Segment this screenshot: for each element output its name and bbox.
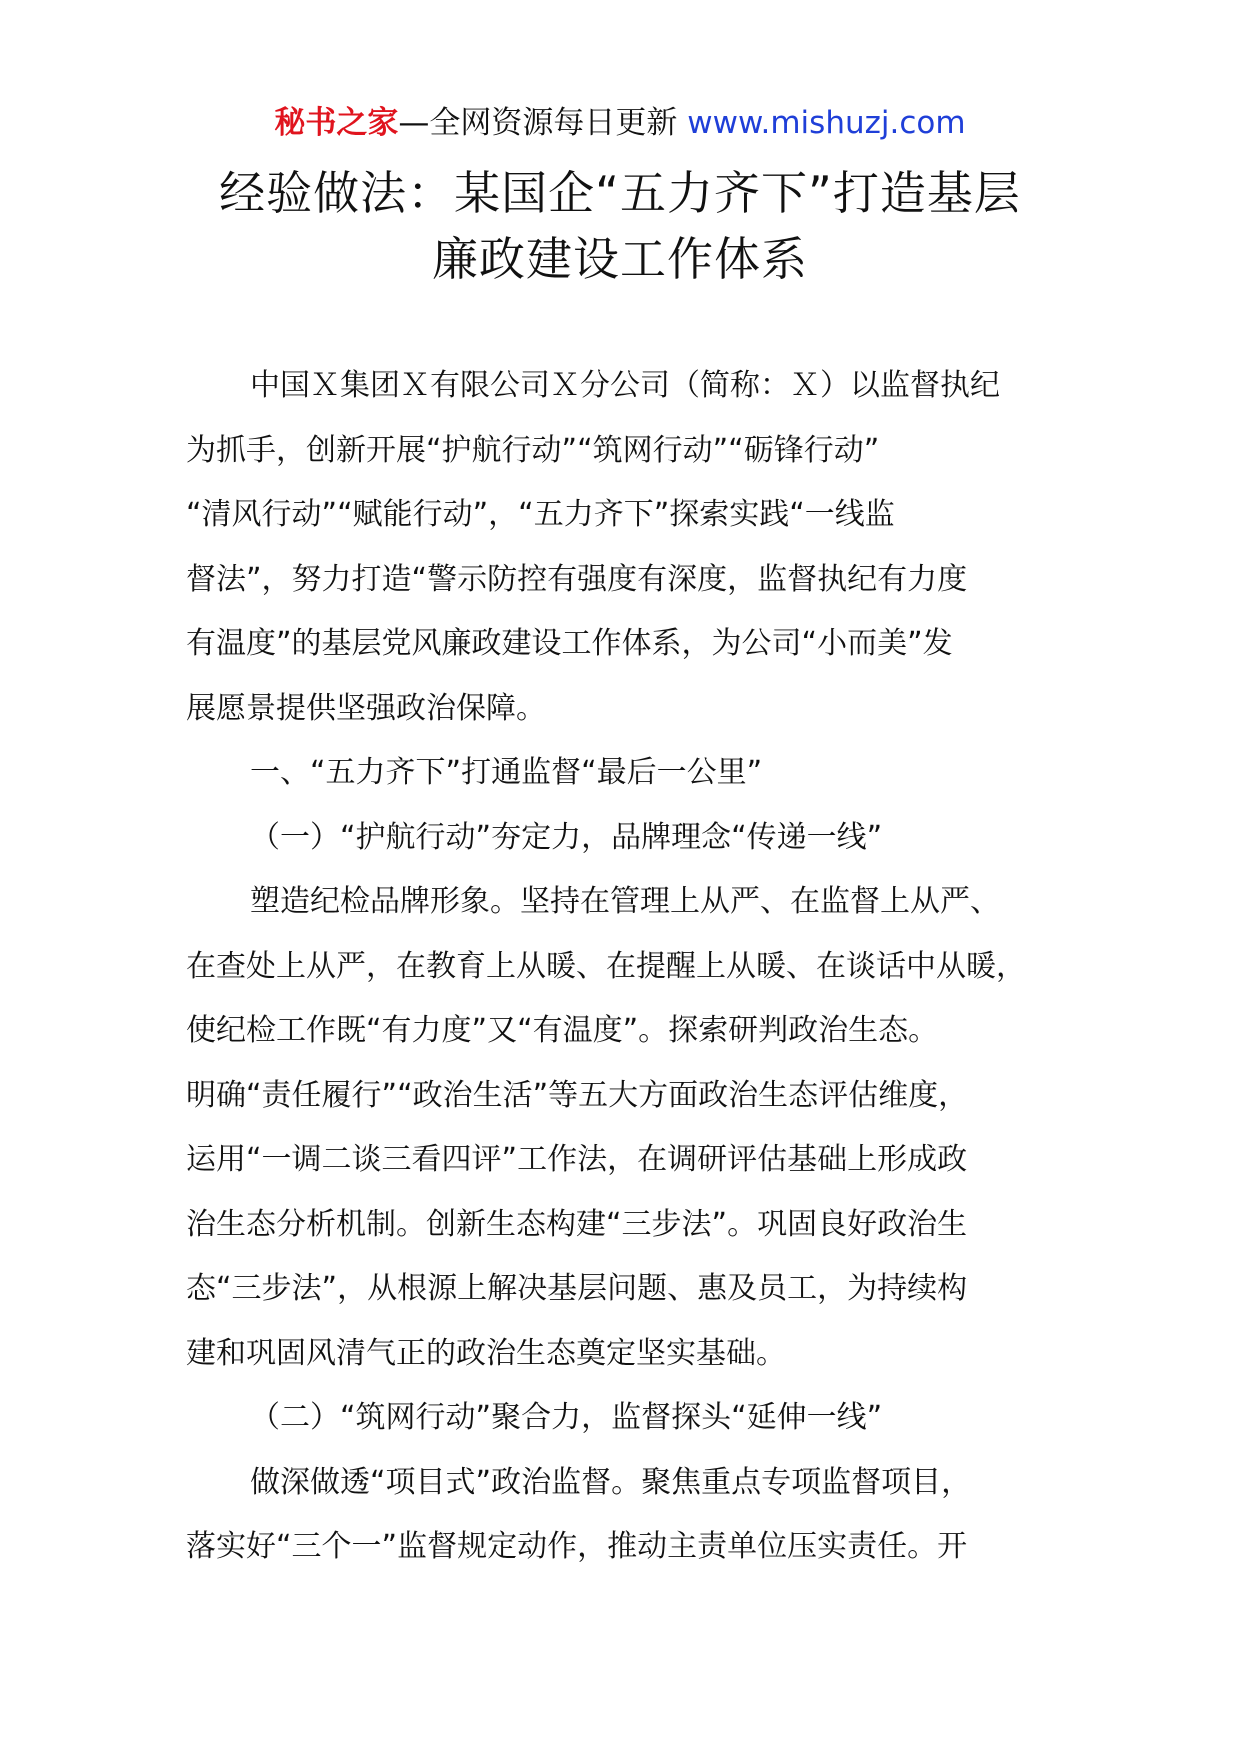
body-line: 明确“责任履行”“政治生活”等五大方面政治生态评估维度，: [186, 1077, 969, 1113]
section-heading: 一、“五力齐下”打通监督“最后一公里”: [250, 755, 763, 790]
body-line: 督法”，努力打造“警示防控有强度有深度，监督执纪有力度: [186, 561, 968, 597]
body-line: 落实好“三个一”监督规定动作，推动主责单位压实责任。开: [186, 1529, 968, 1564]
body-line: 塑造纪检品牌形象。坚持在管理上从严、在监督上从严、: [250, 884, 1000, 919]
body-line: 做深做透“项目式”政治监督。聚焦重点专项监督项目，: [250, 1464, 972, 1500]
title-line-2: 廉政建设工作体系: [432, 232, 808, 286]
body-line: 态“三步法”，从根源上解决基层问题、惠及员工，为持续构: [186, 1271, 968, 1306]
body-line: 为抓手，创新开展“护航行动”“筑网行动”“砺锋行动”: [186, 432, 880, 468]
site-header: [0, 101, 1240, 145]
body-line: 治生态分析机制。创新生态构建“三步法”。巩固良好政治生: [186, 1206, 968, 1242]
document-body: [186, 354, 1076, 1580]
body-line: 使纪检工作既“有力度”又“有温度”。探索研判政治生态。: [186, 1013, 939, 1048]
site-url-link[interactable]: www.mishuzj.com: [687, 105, 966, 141]
document-title: [160, 160, 1080, 292]
body-line: 中国Ｘ集团Ｘ有限公司Ｘ分公司（简称：Ｘ）以监督执纪: [250, 368, 1000, 403]
body-line: 有温度”的基层党风廉政建设工作体系，为公司“小而美”发: [186, 626, 953, 661]
subsection-heading: （一）“护航行动”夯定力，品牌理念“传递一线”: [250, 819, 883, 855]
body-line: 运用“一调二谈三看四评”工作法，在调研评估基础上形成政: [186, 1142, 968, 1177]
site-tagline: —全网资源每日更新: [398, 105, 688, 141]
subsection-heading: （二）“筑网行动”聚合力，监督探头“延伸一线”: [250, 1400, 883, 1435]
body-line: 在查处上从严，在教育上从暖、在提醒上从暖、在谈话中从暖，: [186, 948, 1026, 984]
body-line: 展愿景提供坚强政治保障。: [186, 690, 546, 726]
body-line: “清风行动”“赋能行动”，“五力齐下”探索实践“一线监: [186, 497, 895, 532]
site-brand: 秘书之家: [274, 105, 399, 141]
title-line-1: 经验做法：某国企“五力齐下”打造基层: [219, 166, 1021, 220]
body-line: 建和巩固风清气正的政治生态奠定坚实基础。: [186, 1335, 786, 1371]
